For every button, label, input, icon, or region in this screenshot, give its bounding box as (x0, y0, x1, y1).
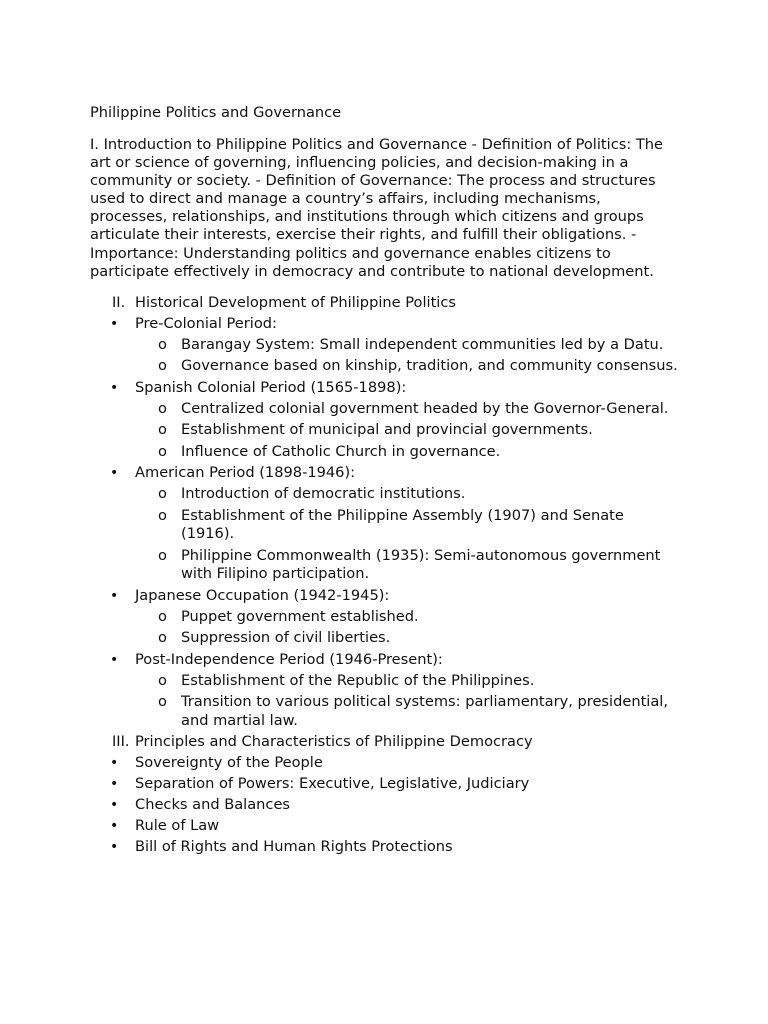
sub-list-item (90, 693, 680, 730)
sub-list-item-text: Influence of Catholic Church in governance. (181, 442, 501, 460)
document-title: Philippine Politics and Governance (90, 104, 342, 121)
list-item (90, 838, 680, 856)
principle-list (90, 754, 680, 856)
sub-bullet-icon: o (158, 485, 167, 503)
sub-list-item-text: Establishment of municipal and provincial governments. (181, 421, 593, 439)
sub-list-item (90, 608, 680, 627)
list-item (90, 651, 680, 669)
sub-list (90, 672, 680, 731)
bullet-icon: • (110, 839, 119, 856)
sub-list (90, 608, 680, 648)
sub-bullet-icon: o (158, 357, 167, 375)
list-item (90, 754, 680, 772)
bullet-icon: • (110, 776, 119, 793)
sub-bullet-icon: o (158, 693, 167, 711)
list-item (90, 315, 680, 333)
sub-list-item-text: Centralized colonial government headed by the Governor-General. (181, 399, 669, 417)
sub-list (90, 485, 680, 584)
period-list (90, 315, 680, 731)
sub-list-item (90, 547, 680, 584)
section-principles (90, 733, 680, 856)
section-number: III. (112, 733, 130, 751)
list-item (90, 379, 680, 397)
intro-paragraph: I. Introduction to Philippine Politics and Governance - Definition of Politics: The art or science of governing, influencing policies, and decision-making in a community or society. - Definition of Governance: The process and structures used to direct and manage a country’s affairs, including mechanisms, processes, relationships, and institutions through which citizens and groups articulate their interests, exercise their rights, and fulfill their obligations. - Importance: Understanding politics and governance enables citizens to participate effectively in democracy and contribute to national development. (90, 136, 664, 280)
list-item-label: Bill of Rights and Human Rights Protections (135, 838, 453, 856)
sub-list-item (90, 421, 680, 440)
sub-bullet-icon: o (158, 399, 167, 417)
sub-list-item-text: Establishment of the Philippine Assembly (1907) and Senate (1916). (181, 506, 624, 543)
list-item (90, 796, 680, 814)
list-item (90, 775, 680, 793)
sub-list (90, 336, 680, 376)
sub-list (90, 400, 680, 462)
list-item (90, 464, 680, 482)
sub-bullet-icon: o (158, 629, 167, 647)
list-item-label: Separation of Powers: Executive, Legislative, Judiciary (135, 775, 530, 793)
sub-bullet-icon: o (158, 421, 167, 439)
document-page (90, 104, 680, 859)
sub-list-item (90, 672, 680, 691)
section-heading (90, 294, 680, 312)
sub-list-item-text: Suppression of civil liberties. (181, 629, 391, 647)
section-title: Principles and Characteristics of Philippine Democracy (135, 733, 533, 751)
sub-list-item-text: Introduction of democratic institutions. (181, 485, 466, 503)
sub-list-item (90, 400, 680, 419)
sub-list-item (90, 443, 680, 462)
sub-list-item-text: Barangay System: Small independent communities led by a Datu. (181, 335, 664, 353)
sub-bullet-icon: o (158, 442, 167, 460)
section-number: II. (112, 293, 126, 311)
bullet-icon: • (110, 315, 119, 332)
list-item-label: Japanese Occupation (1942-1945): (135, 586, 390, 604)
bullet-icon: • (110, 797, 119, 814)
sub-list-item (90, 357, 680, 376)
list-item-label: Sovereignty of the People (135, 754, 323, 772)
bullet-icon: • (110, 465, 119, 482)
list-item (90, 587, 680, 605)
section-historical-development (90, 294, 680, 731)
section-heading (90, 733, 680, 751)
list-item-label: Rule of Law (135, 817, 220, 835)
sub-bullet-icon: o (158, 607, 167, 625)
list-item-label: Post-Independence Period (1946-Present): (135, 650, 443, 668)
sub-list-item-text: Governance based on kinship, tradition, and community consensus. (181, 357, 678, 375)
sub-list-item (90, 485, 680, 504)
list-item-label: Checks and Balances (135, 796, 291, 814)
sub-bullet-icon: o (158, 671, 167, 689)
list-item-label: Pre-Colonial Period: (135, 314, 277, 332)
bullet-icon: • (110, 755, 119, 772)
list-item (90, 817, 680, 835)
sub-list-item (90, 507, 680, 544)
sub-list-item (90, 336, 680, 355)
bullet-icon: • (110, 379, 119, 396)
bullet-icon: • (110, 651, 119, 668)
bullet-icon: • (110, 587, 119, 604)
sub-bullet-icon: o (158, 546, 167, 564)
sub-list-item-text: Puppet government established. (181, 607, 419, 625)
sub-list-item-text: Transition to various political systems: parliamentary, presidential, and martial law. (181, 693, 668, 729)
sub-bullet-icon: o (158, 335, 167, 353)
list-item-label: Spanish Colonial Period (1565-1898): (135, 378, 407, 396)
bullet-icon: • (110, 818, 119, 835)
section-title: Historical Development of Philippine Politics (135, 293, 456, 311)
sub-list-item (90, 629, 680, 648)
sub-list-item-text: Establishment of the Republic of the Philippines. (181, 671, 535, 689)
sub-bullet-icon: o (158, 506, 167, 524)
list-item-label: American Period (1898-1946): (135, 464, 356, 482)
sub-list-item-text: Philippine Commonwealth (1935): Semi-autonomous government with Filipino participation. (181, 546, 661, 583)
